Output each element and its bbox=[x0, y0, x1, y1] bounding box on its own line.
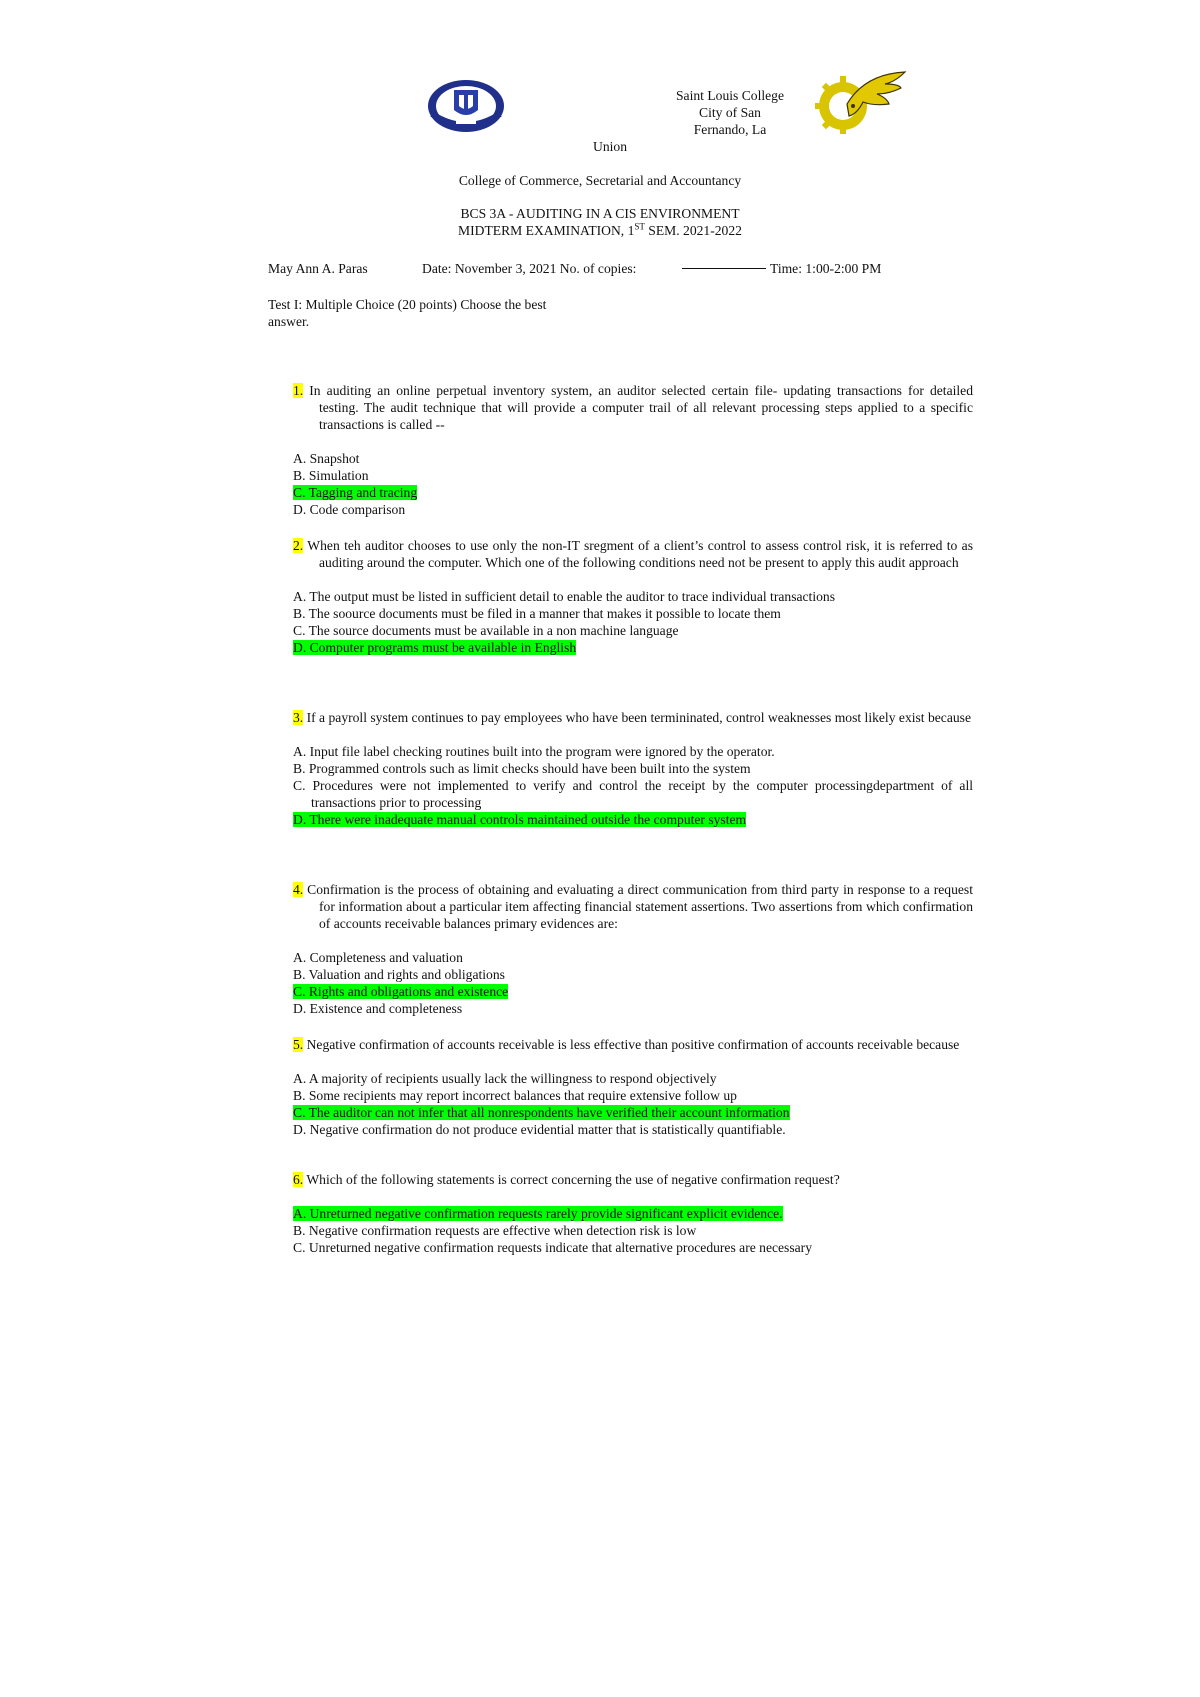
option-a: A. The output must be listed in sufficient detail to enable the auditor to trace individual transactions bbox=[293, 589, 835, 604]
question-stem bbox=[293, 1036, 973, 1053]
question-text: Negative confirmation of accounts receivable is less effective than positive confirmation of accounts receivable because bbox=[303, 1037, 960, 1052]
exam-title-prefix: MIDTERM EXAMINATION, 1 bbox=[458, 223, 635, 238]
option-a: A. Snapshot bbox=[293, 451, 360, 466]
option-b: B. Negative confirmation requests are effective when detection risk is low bbox=[293, 1223, 697, 1238]
test-instruction-line2: answer. bbox=[268, 314, 310, 329]
question-stem bbox=[293, 537, 973, 571]
question-number: 2. bbox=[293, 538, 304, 553]
option-b: B. Simulation bbox=[293, 468, 369, 483]
question-number: 1. bbox=[293, 383, 304, 398]
option-c: C. Procedures were not implemented to verify and control the receipt by the computer processingdepartment of all transactions prior to processing bbox=[293, 778, 973, 810]
question-number: 4. bbox=[293, 882, 304, 897]
option-a-answer: A. Unreturned negative confirmation requests rarely provide significant explicit evidence. bbox=[293, 1206, 783, 1221]
question-text: Confirmation is the process of obtaining and evaluating a direct communication from third party in response to a request for information about a particular item affecting financial statement assertions. Two assertions from which confirmation of accounts receivable balances primary evidences are: bbox=[303, 882, 973, 931]
question-number: 5. bbox=[293, 1037, 304, 1052]
question-stem bbox=[293, 709, 973, 726]
school-seal-logo bbox=[426, 78, 506, 134]
question-stem bbox=[293, 1171, 973, 1188]
question-stem bbox=[293, 382, 973, 433]
school-name: Saint Louis College bbox=[676, 88, 784, 103]
option-b: B. Valuation and rights and obligations bbox=[293, 967, 505, 982]
eagle-gear-logo bbox=[813, 66, 909, 136]
city-line-2: Fernando, La bbox=[693, 122, 767, 137]
option-d: D. Code comparison bbox=[293, 502, 406, 517]
exam-date: Date: November 3, 2021 No. of copies: bbox=[422, 261, 637, 276]
question-text: In auditing an online perpetual inventory system, an auditor selected certain file- updating transactions for detailed testing. The audit technique that will provide a computer trail of all relevant processing steps applied to a specific transactions is called -- bbox=[303, 383, 973, 432]
option-c-answer: C. The auditor can not infer that all nonrespondents have verified their account information bbox=[293, 1105, 790, 1120]
question-number: 3. bbox=[293, 710, 304, 725]
option-d: D. Existence and completeness bbox=[293, 1001, 463, 1016]
option-a: A. A majority of recipients usually lack the willingness to respond objectively bbox=[293, 1071, 717, 1086]
copies-blank bbox=[680, 260, 768, 277]
question-text: Which of the following statements is correct concerning the use of negative confirmation request? bbox=[303, 1172, 840, 1187]
question-text: When teh auditor chooses to use only the non-IT sregment of a client’s control to assess control risk, it is referred to as auditing around the computer. Which one of the following conditions need not be present to apply this audit approach bbox=[303, 538, 973, 570]
option-c: C. The source documents must be available in a non machine language bbox=[293, 623, 679, 638]
exam-title-suffix: SEM. 2021-2022 bbox=[644, 223, 742, 238]
question-5 bbox=[293, 1036, 973, 1138]
option-b: B. Programmed controls such as limit checks should have been built into the system bbox=[293, 761, 751, 776]
test-instruction-line1: Test I: Multiple Choice (20 points) Choose the best bbox=[268, 297, 547, 312]
option-d-answer: D. Computer programs must be available in English bbox=[293, 640, 577, 655]
option-c: C. Unreturned negative confirmation requests indicate that alternative procedures are necessary bbox=[293, 1240, 812, 1255]
course-title: BCS 3A - AUDITING IN A CIS ENVIRONMENT bbox=[460, 206, 740, 221]
question-6 bbox=[293, 1171, 973, 1256]
option-c-answer: C. Tagging and tracing bbox=[293, 485, 418, 500]
option-b: B. The soource documents must be filed in a manner that makes it possible to locate them bbox=[293, 606, 781, 621]
question-1 bbox=[293, 382, 973, 518]
city-line-3: Union bbox=[593, 139, 627, 154]
option-d-answer: D. There were inadequate manual controls maintained outside the computer system bbox=[293, 812, 747, 827]
question-text: If a payroll system continues to pay employees who have been termininated, control weaknesses most likely exist because bbox=[303, 710, 971, 725]
question-3 bbox=[293, 709, 973, 828]
question-2 bbox=[293, 537, 973, 656]
question-4 bbox=[293, 881, 973, 1017]
question-number: 6. bbox=[293, 1172, 304, 1187]
city-line-1: City of San bbox=[699, 105, 761, 120]
option-b: B. Some recipients may report incorrect balances that require extensive follow up bbox=[293, 1088, 737, 1103]
option-c-answer: C. Rights and obligations and existence bbox=[293, 984, 509, 999]
option-a: A. Completeness and valuation bbox=[293, 950, 463, 965]
college-name: College of Commerce, Secretarial and Accountancy bbox=[458, 173, 742, 188]
exam-title bbox=[300, 222, 900, 239]
student-name: May Ann A. Paras bbox=[268, 261, 368, 276]
exam-time: Time: 1:00-2:00 PM bbox=[770, 261, 882, 276]
option-d: D. Negative confirmation do not produce evidential matter that is statistically quantifiable. bbox=[293, 1122, 786, 1137]
question-stem bbox=[293, 881, 973, 932]
option-a: A. Input file label checking routines built into the program were ignored by the operator. bbox=[293, 744, 775, 759]
exam-title-sup: ST bbox=[634, 221, 645, 232]
